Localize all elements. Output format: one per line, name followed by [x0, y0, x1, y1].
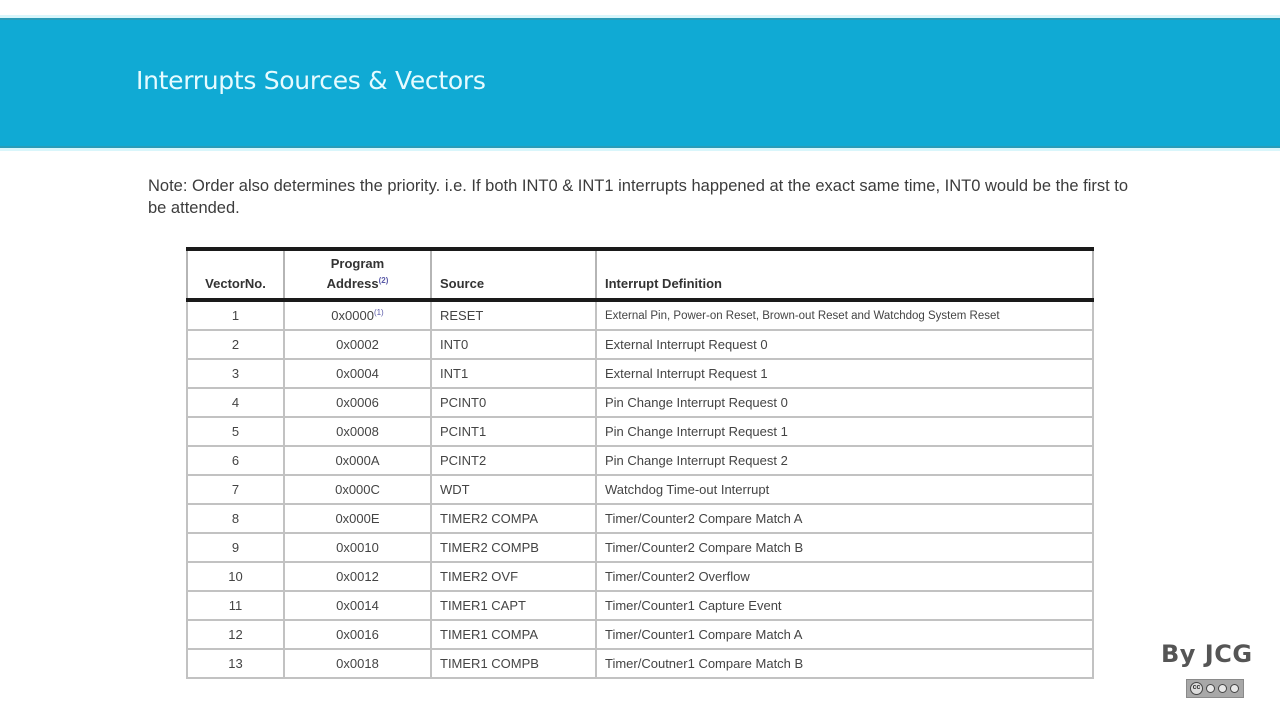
cell-source: TIMER1 COMPA [431, 620, 596, 649]
cell-source: PCINT1 [431, 417, 596, 446]
table-row [187, 417, 1093, 446]
cell-definition: Watchdog Time-out Interrupt [596, 475, 1093, 504]
cell-source: INT0 [431, 330, 596, 359]
cell-source: INT1 [431, 359, 596, 388]
header-definition [596, 249, 1093, 300]
footnote-marker: (1) [373, 308, 384, 317]
header-vector-no-label: VectorNo. [205, 276, 266, 291]
interrupt-vector-table [186, 247, 1094, 679]
cell-definition: Timer/Counter1 Capture Event [596, 591, 1093, 620]
cell-definition: Timer/Counter2 Overflow [596, 562, 1093, 591]
table-row [187, 562, 1093, 591]
table-row [187, 475, 1093, 504]
table-row [187, 446, 1093, 475]
cell-vector-no: 3 [187, 359, 284, 388]
table-row [187, 330, 1093, 359]
cell-address: 0x0002 [284, 330, 431, 359]
slide-title: Interrupts Sources & Vectors [136, 66, 486, 95]
cell-address: 0x0006 [284, 388, 431, 417]
cell-address: 0x0012 [284, 562, 431, 591]
cell-address: 0x000A [284, 446, 431, 475]
cell-address: 0x0008 [284, 417, 431, 446]
cell-definition: External Interrupt Request 0 [596, 330, 1093, 359]
cell-source: PCINT0 [431, 388, 596, 417]
attribution-icon [1206, 684, 1215, 693]
noncommercial-icon [1218, 684, 1227, 693]
cell-vector-no: 4 [187, 388, 284, 417]
table-row [187, 300, 1093, 330]
cell-vector-no: 9 [187, 533, 284, 562]
interrupt-vector-table-container [186, 247, 1092, 679]
cell-address: 0x000E [284, 504, 431, 533]
cell-definition: Pin Change Interrupt Request 1 [596, 417, 1093, 446]
cell-definition: External Interrupt Request 1 [596, 359, 1093, 388]
footnote-marker: (2) [378, 276, 389, 285]
sharealike-icon [1230, 684, 1239, 693]
table-row [187, 591, 1093, 620]
table-row [187, 388, 1093, 417]
cell-source: TIMER2 COMPB [431, 533, 596, 562]
address-value: 0x0000 [331, 308, 374, 323]
cc-icon: cc [1190, 682, 1203, 695]
cell-vector-no: 6 [187, 446, 284, 475]
header-source [431, 249, 596, 300]
cell-address: 0x0016 [284, 620, 431, 649]
header-program-label-line1: Program [330, 256, 385, 271]
priority-note: Note: Order also determines the priority. i.e. If both INT0 & INT1 interrupts happened at the exact same time, INT0 would be the first to be attended. [148, 177, 1129, 217]
table-row [187, 533, 1093, 562]
table-body [187, 300, 1093, 678]
table-row [187, 620, 1093, 649]
cell-definition: Timer/Counter2 Compare Match B [596, 533, 1093, 562]
cell-address: 0x0010 [284, 533, 431, 562]
cell-definition: Timer/Counter1 Compare Match A [596, 620, 1093, 649]
cell-vector-no: 13 [187, 649, 284, 678]
cell-definition: Timer/Counter2 Compare Match A [596, 504, 1093, 533]
header-vector-no [187, 249, 284, 300]
cell-source: RESET [431, 300, 596, 330]
cell-vector-no: 7 [187, 475, 284, 504]
cell-definition: Pin Change Interrupt Request 0 [596, 388, 1093, 417]
cell-address [284, 300, 431, 330]
header-definition-label: Interrupt Definition [605, 276, 722, 291]
cell-vector-no: 2 [187, 330, 284, 359]
cell-definition: Timer/Coutner1 Compare Match B [596, 649, 1093, 678]
cell-source: TIMER1 CAPT [431, 591, 596, 620]
author-watermark: By JCG [1161, 640, 1253, 668]
cell-source: TIMER2 COMPA [431, 504, 596, 533]
table-header-row [187, 249, 1093, 300]
header-program-address [284, 249, 431, 300]
cell-source: WDT [431, 475, 596, 504]
cell-definition: Pin Change Interrupt Request 2 [596, 446, 1093, 475]
cell-vector-no: 12 [187, 620, 284, 649]
cell-vector-no: 8 [187, 504, 284, 533]
table-row [187, 504, 1093, 533]
cell-vector-no: 1 [187, 300, 284, 330]
table-header [187, 249, 1093, 300]
table-row [187, 649, 1093, 678]
cell-source: PCINT2 [431, 446, 596, 475]
cell-source: TIMER2 OVF [431, 562, 596, 591]
header-source-label: Source [440, 276, 485, 291]
cell-vector-no: 10 [187, 562, 284, 591]
cell-vector-no: 5 [187, 417, 284, 446]
creative-commons-license-badge [1186, 679, 1244, 698]
cell-source: TIMER1 COMPB [431, 649, 596, 678]
cell-address: 0x0014 [284, 591, 431, 620]
title-banner [0, 18, 1280, 148]
cell-address: 0x000C [284, 475, 431, 504]
header-address-label-line2: Address [326, 276, 379, 291]
cell-address: 0x0004 [284, 359, 431, 388]
cell-vector-no: 11 [187, 591, 284, 620]
cell-definition: External Pin, Power-on Reset, Brown-out Reset and Watchdog System Reset [596, 300, 1093, 330]
table-row [187, 359, 1093, 388]
cell-address: 0x0018 [284, 649, 431, 678]
